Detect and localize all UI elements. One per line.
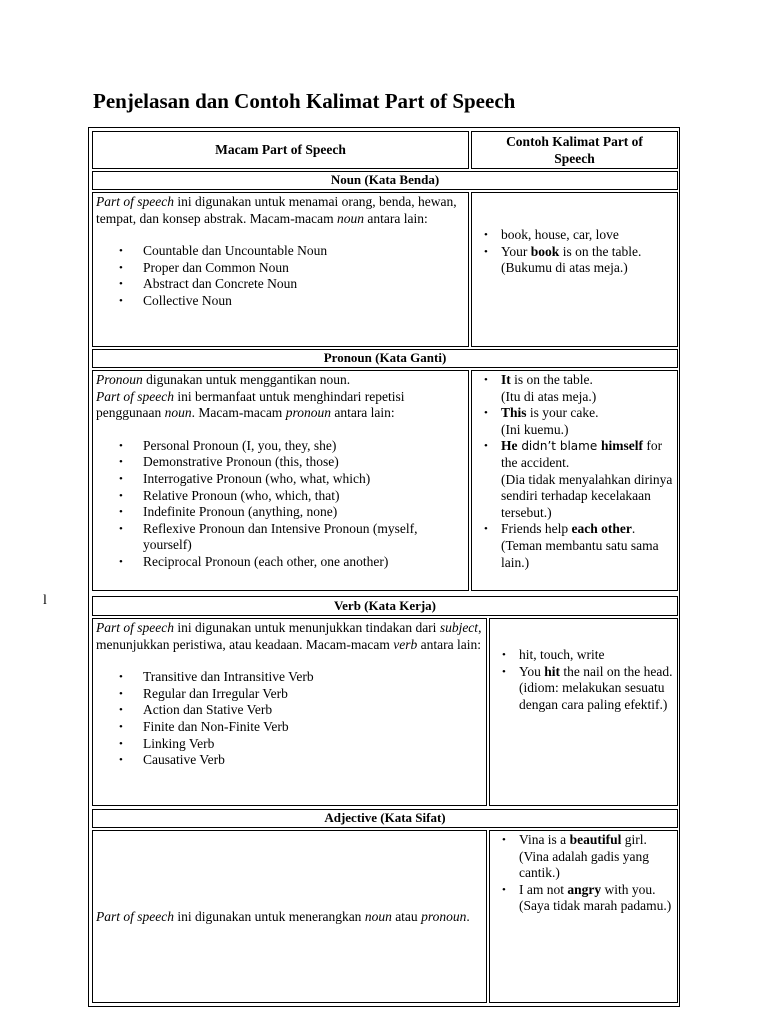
pronoun-description-line1	[96, 372, 465, 389]
pronoun-description-cell	[92, 370, 469, 591]
list-item	[493, 832, 674, 882]
list-item: • Transitive dan Intransitive Verb	[96, 669, 483, 686]
verb-ex2-a: You	[519, 663, 545, 679]
pronoun-line2-text: ini bermanfaat untuk menghindari repetisi penggunaan	[96, 388, 405, 421]
list-item: • Reflexive Pronoun dan Intensive Pronoun (myself, yourself)	[96, 521, 465, 554]
noun-desc-em2: noun	[337, 210, 365, 226]
section-heading-pronoun	[92, 349, 678, 368]
list-item: • Causative Verb	[96, 752, 483, 769]
list-item	[475, 405, 674, 438]
list-item	[475, 438, 674, 521]
verb-desc-em3: verb	[393, 636, 418, 652]
pronoun-examples-cell	[471, 370, 678, 591]
pronoun-description-line2	[96, 389, 465, 422]
noun-ex2-translation: (Bukumu di atas meja.)	[501, 260, 628, 276]
adjective-description	[96, 909, 470, 926]
noun-desc-text: ini digunakan untuk menamai orang, benda, hewan, tempat, dan konsep abstrak. Macam-macam	[96, 194, 457, 226]
column-header-types-label: Macam Part of Speech	[215, 141, 346, 157]
list-item: • Proper dan Common Noun	[96, 260, 465, 277]
section-heading-adjective	[92, 809, 678, 828]
column-header-examples	[471, 131, 678, 169]
verb-examples-list	[493, 647, 674, 713]
list-item: • Countable dan Uncountable Noun	[96, 243, 465, 260]
pronoun-ex3-text: didn’t blame	[517, 439, 602, 454]
adjective-desc-em: Part of speech	[96, 908, 174, 924]
pronoun-line1-em: Pronoun	[96, 372, 143, 387]
pronoun-ex2-translation: (Ini kuemu.)	[501, 421, 569, 437]
adjective-desc-text: ini digunakan untuk menerangkan	[173, 908, 365, 924]
pronoun-ex3-end: for the accident.	[501, 438, 663, 470]
list-item	[493, 882, 674, 915]
list-item: • Action dan Stative Verb	[96, 702, 483, 719]
noun-description-cell	[92, 192, 469, 347]
list-item: • Indefinite Pronoun (anything, none)	[96, 504, 465, 521]
pronoun-ex4-a: Friends help	[501, 521, 572, 537]
pronoun-line2-em3: pronoun	[285, 405, 331, 421]
pronoun-ex4-bold: each other	[571, 521, 632, 537]
list-item: • Regular dan Irregular Verb	[96, 686, 483, 703]
verb-types-list	[96, 669, 483, 769]
adjective-ex1-translation: (Vina adalah gadis yang cantik.)	[519, 848, 650, 881]
noun-ex2-c: is on the table.	[559, 243, 642, 259]
noun-description	[96, 194, 465, 227]
adjective-description-cell	[92, 830, 487, 1003]
adjective-desc-text3: .	[466, 908, 470, 924]
pronoun-line2-text-c: antara lain:	[330, 405, 395, 421]
verb-desc-text3: antara lain:	[417, 636, 481, 652]
list-item: • Personal Pronoun (I, you, they, she)	[96, 438, 465, 455]
adjective-desc-text2: atau	[391, 908, 422, 924]
list-item: • Demonstrative Pronoun (this, those)	[96, 454, 465, 471]
pronoun-ex4-translation: (Teman membantu satu sama lain.)	[501, 537, 659, 570]
list-item: • hit, touch, write	[493, 647, 674, 664]
section-heading-pronoun-label: Pronoun (Kata Ganti)	[323, 350, 447, 366]
verb-desc-text2: , menunjukkan peristiwa, atau keadaan. Macam-macam	[96, 620, 482, 652]
list-item: • Collective Noun	[96, 293, 465, 310]
verb-ex2-c: the nail on the head.	[560, 663, 673, 679]
adjective-examples-cell	[489, 830, 678, 1003]
pronoun-examples-list	[475, 372, 674, 571]
list-item: • Relative Pronoun (who, which, that)	[96, 488, 465, 505]
section-heading-noun	[92, 171, 678, 190]
verb-description-cell	[92, 618, 487, 806]
noun-types-list	[96, 243, 465, 309]
page-title: Penjelasan dan Contoh Kalimat Part of Speech	[93, 89, 516, 113]
verb-ex2-bold: hit	[544, 663, 561, 679]
adjective-ex1-bold: beautiful	[569, 832, 622, 847]
adjective-ex2-bold: angry	[567, 881, 602, 897]
noun-ex2-bold: book	[530, 243, 560, 259]
pronoun-ex1-bold: It	[501, 372, 511, 387]
pronoun-ex1-translation: (Itu di atas meja.)	[501, 388, 597, 404]
verb-ex2-translation: (idiom: melakukan sesuatu dengan cara paling efektif.)	[519, 680, 668, 712]
noun-examples-cell	[471, 192, 678, 347]
verb-desc-em2: subject	[439, 620, 479, 635]
list-item: • Finite dan Non-Finite Verb	[96, 719, 483, 736]
list-item	[475, 244, 674, 277]
adjective-ex1-a: Vina is a	[519, 832, 570, 847]
verb-description	[96, 620, 483, 653]
list-item	[475, 372, 674, 405]
list-item	[493, 664, 674, 714]
pronoun-ex3-bold: He	[501, 438, 518, 454]
section-heading-adjective-label: Adjective (Kata Sifat)	[324, 810, 446, 826]
noun-desc-text2: antara lain:	[364, 210, 428, 226]
column-header-types	[92, 131, 469, 169]
list-item: • Abstract dan Concrete Noun	[96, 276, 465, 293]
pronoun-ex2-text: is your cake.	[526, 405, 599, 421]
column-header-examples-label: Contoh Kalimat Part of Speech	[506, 134, 643, 166]
adjective-ex2-c: with you.	[601, 881, 656, 897]
pronoun-ex4-c: .	[631, 521, 636, 537]
adjective-desc-em3: pronoun	[421, 908, 467, 924]
verb-examples-cell	[489, 618, 678, 806]
verb-desc-em: Part of speech	[96, 620, 174, 635]
side-mark: l	[43, 593, 47, 608]
verb-desc-text: ini digunakan untuk menunjukkan tindakan dari	[173, 620, 440, 635]
section-heading-verb-label: Verb (Kata Kerja)	[333, 597, 437, 613]
list-item: • book, house, car, love	[475, 227, 674, 244]
list-item: • Reciprocal Pronoun (each other, one another)	[96, 554, 465, 571]
pronoun-line1-text: digunakan untuk menggantikan noun.	[142, 372, 351, 387]
pronoun-ex2-bold: This	[501, 405, 527, 421]
section-heading-noun-label: Noun (Kata Benda)	[330, 172, 440, 188]
pronoun-ex3-bold2: himself	[601, 438, 644, 454]
pronoun-line2-em: Part of speech	[96, 388, 174, 404]
list-item: • Interrogative Pronoun (who, what, which)	[96, 471, 465, 488]
adjective-ex2-a: I am not	[519, 881, 568, 897]
pronoun-types-list	[96, 438, 465, 571]
section-heading-verb	[92, 596, 678, 616]
list-item: • Linking Verb	[96, 736, 483, 753]
noun-examples-list	[475, 227, 674, 277]
pronoun-ex1-text: is on the table.	[510, 372, 593, 387]
adjective-ex2-translation: (Saya tidak marah padamu.)	[519, 898, 672, 914]
pronoun-line2-em2: noun	[164, 405, 192, 421]
noun-ex2-a: Your	[501, 243, 531, 259]
adjective-desc-em2: noun	[364, 908, 392, 924]
adjective-ex1-c: girl.	[621, 832, 647, 847]
adjective-examples-list	[493, 832, 674, 915]
noun-desc-em: Part of speech	[96, 194, 174, 209]
pronoun-ex3-translation: (Dia tidak menyalahkan dirinya sendiri terhadap kecelakaan tersebut.)	[501, 471, 673, 520]
pronoun-line2-text-b: . Macam-macam	[191, 405, 286, 421]
list-item	[475, 521, 674, 571]
